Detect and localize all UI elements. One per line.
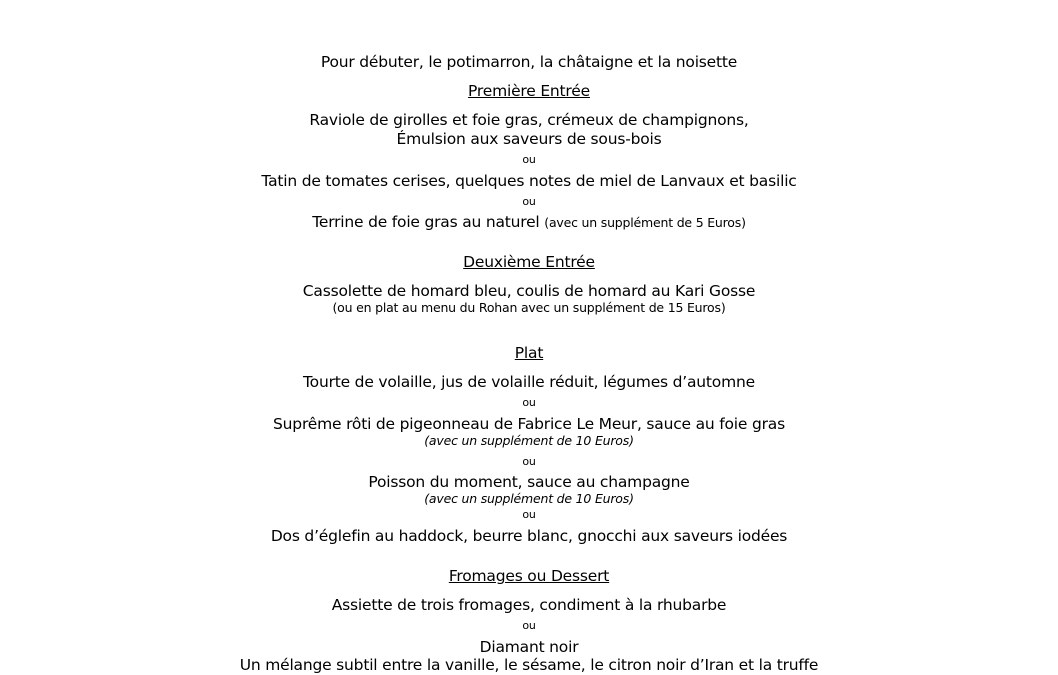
second-course-option1: Cassolette de homard bleu, coulis de homard au Kari Gosse bbox=[302, 282, 756, 300]
or-separator: ou bbox=[522, 508, 536, 521]
first-course-option2: Tatin de tomates cerises, quelques notes de miel de Lanvaux et basilic bbox=[261, 172, 797, 190]
heading-premiere-entree: Première Entrée bbox=[468, 82, 590, 100]
main-option3-note: (avec un supplément de 10 Euros) bbox=[424, 491, 634, 506]
or-separator: ou bbox=[522, 153, 536, 166]
first-course-option3-label: Terrine de foie gras au naturel bbox=[312, 213, 540, 231]
clipped-top-text bbox=[330, 0, 730, 4]
main-option4: Dos d’églefin au haddock, beurre blanc, gnocchi aux saveurs iodées bbox=[270, 527, 788, 545]
main-option3: Poisson du moment, sauce au champagne bbox=[368, 473, 690, 491]
or-separator: ou bbox=[522, 455, 536, 468]
dessert-option2-description: Un mélange subtil entre la vanille, le sésame, le citron noir d’Iran et la truffe bbox=[239, 656, 819, 674]
heading-deuxieme-entree: Deuxième Entrée bbox=[463, 253, 595, 271]
intro-line: Pour débuter, le potimarron, la châtaigne et la noisette bbox=[320, 53, 738, 71]
main-option1: Tourte de volaille, jus de volaille réduit, légumes d’automne bbox=[303, 373, 755, 391]
first-course-option3 bbox=[0, 212, 1058, 233]
first-course-option3-note: (avec un supplément de 5 Euros) bbox=[544, 215, 746, 230]
main-option2-note: (avec un supplément de 10 Euros) bbox=[424, 433, 634, 448]
heading-fromages-dessert: Fromages ou Dessert bbox=[448, 567, 610, 585]
heading-plat: Plat bbox=[514, 344, 544, 362]
first-course-option1-line1: Raviole de girolles et foie gras, crémeux de champignons, bbox=[309, 111, 749, 129]
or-separator: ou bbox=[522, 396, 536, 409]
cheese-option1: Assiette de trois fromages, condiment à la rhubarbe bbox=[331, 596, 727, 614]
first-course-option1-line2: Émulsion aux saveurs de sous-bois bbox=[396, 130, 662, 148]
second-course-option1-note: (ou en plat au menu du Rohan avec un supplément de 15 Euros) bbox=[332, 300, 726, 315]
or-separator: ou bbox=[522, 619, 536, 632]
main-option2: Suprême rôti de pigeonneau de Fabrice Le Meur, sauce au foie gras bbox=[273, 415, 785, 433]
or-separator: ou bbox=[522, 195, 536, 208]
dessert-option2: Diamant noir bbox=[479, 638, 579, 656]
